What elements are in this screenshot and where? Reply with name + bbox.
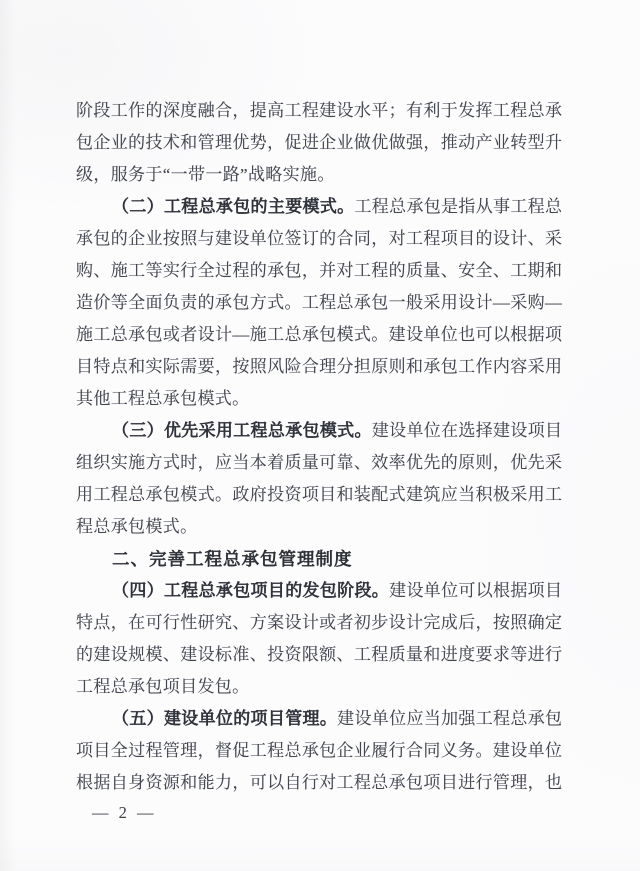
text-line: 目特点和实际需要，按照风险合理分担原则和承包工作内容采用	[76, 357, 562, 376]
document-text-block	[76, 95, 562, 799]
text-line: 购、施工等实行全过程的承包，并对工程的质量、安全、工期和	[76, 261, 562, 280]
text-line: 的建设规模、建设标准、投资限额、工程质量和进度要求等进行	[76, 645, 562, 664]
text-line: 程总承包模式。	[76, 517, 198, 536]
text-line: 包企业的技术和管理优势，促进企业做优做强，推动产业转型升	[76, 133, 562, 152]
section-heading: 二、完善工程总承包管理制度	[112, 549, 353, 569]
text-line: 根据自身资源和能力，可以自行对工程总承包项目进行管理，也	[76, 773, 562, 792]
clause-body-text: 建设单位在选择建设项目	[371, 421, 562, 440]
text-line: 承包的企业按照与建设单位签订的合同，对工程项目的设计、采	[76, 229, 562, 248]
text-line	[76, 191, 562, 223]
text-line: 造价等全面负责的承包方式。工程总承包一般采用设计—采购—	[76, 293, 562, 312]
text-line	[76, 703, 562, 735]
text-line	[76, 575, 562, 607]
clause-heading: （四）工程总承包项目的发包阶段。	[112, 581, 390, 600]
clause-body-text: 工程总承包是指从事工程总	[354, 197, 562, 216]
clause-heading: （五）建设单位的项目管理。	[112, 709, 338, 728]
text-line	[76, 415, 562, 447]
text-line: 项目全过程管理，督促工程总承包企业履行合同义务。建设单位	[76, 741, 562, 760]
clause-heading: （二）工程总承包的主要模式。	[112, 197, 355, 216]
clause-body-text: 建设单位应当加强工程总承包	[337, 709, 562, 728]
clause-heading: （三）优先采用工程总承包模式。	[112, 421, 372, 440]
text-line: 特点，在可行性研究、方案设计或者初步设计完成后，按照确定	[76, 613, 562, 632]
text-line: 阶段工作的深度融合，提高工程建设水平；有利于发挥工程总承	[76, 101, 562, 120]
text-line: 级，服务于“一带一路”战略实施。	[76, 165, 335, 184]
clause-body-text: 建设单位可以根据项目	[389, 581, 562, 600]
text-line: 用工程总承包模式。政府投资项目和装配式建筑应当积极采用工	[76, 485, 562, 504]
text-line: 施工总承包或者设计—施工总承包模式。建设单位也可以根据项	[76, 325, 562, 344]
text-line: 工程总承包项目发包。	[76, 677, 250, 696]
page-number: — 2 —	[92, 803, 157, 822]
text-line: 组织实施方式时，应当本着质量可靠、效率优先的原则，优先采	[76, 453, 562, 472]
text-line: 其他工程总承包模式。	[76, 389, 250, 408]
